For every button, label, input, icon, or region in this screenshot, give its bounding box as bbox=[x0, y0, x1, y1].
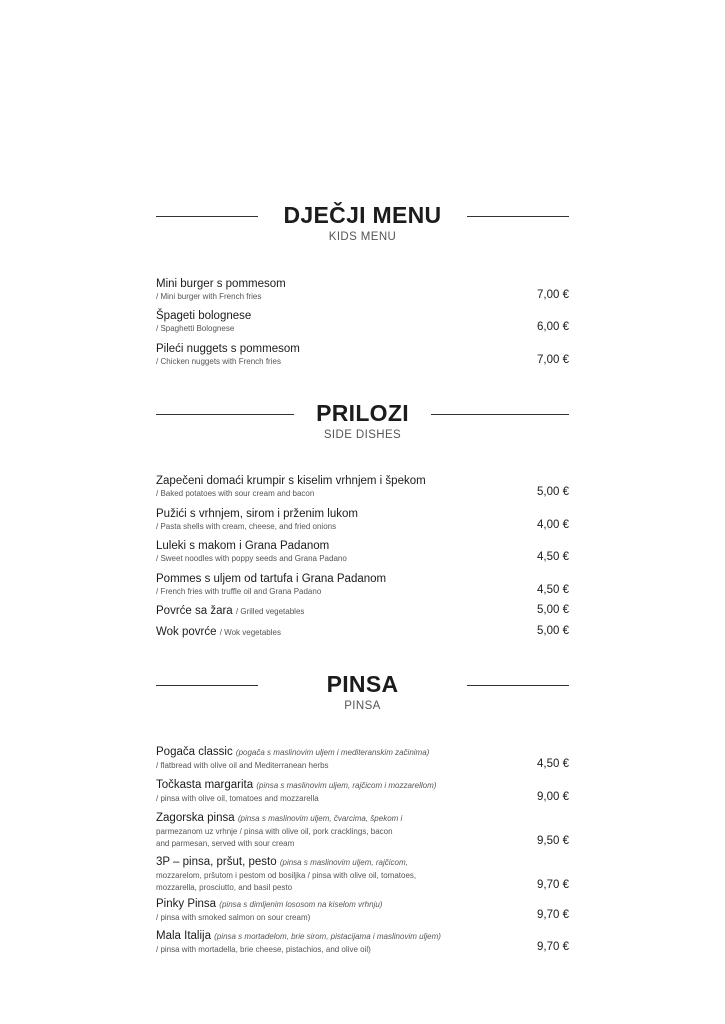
kids-section-subtitle: KIDS MENU bbox=[328, 231, 397, 243]
item-name: Pommes s uljem od tartufa i Grana Padanom bbox=[156, 573, 387, 585]
item-description-cont: mozzarelom, pršutom i pestom od bosiljka bbox=[156, 871, 306, 880]
item-name-line bbox=[156, 855, 569, 870]
menu-item bbox=[156, 897, 569, 924]
item-price: 4,50 € bbox=[537, 584, 569, 596]
menu-item bbox=[156, 342, 569, 368]
item-english: / pinsa with olive oil, pork cracklings, bacon bbox=[239, 827, 393, 836]
kids-section-title: DJEČJI MENU bbox=[283, 202, 442, 228]
item-price: 9,00 € bbox=[537, 791, 569, 803]
item-english: / flatbread with olive oil and Mediterranean herbs bbox=[156, 761, 329, 770]
menu-item bbox=[156, 855, 569, 893]
sides-section-title: PRILOZI bbox=[316, 400, 409, 426]
item-description-cont: parmezanom uz vrhnje bbox=[156, 827, 238, 836]
item-price: 4,50 € bbox=[537, 551, 569, 563]
item-price: 5,00 € bbox=[537, 625, 569, 637]
item-name-line bbox=[156, 778, 569, 793]
item-name: Povrće sa žara bbox=[156, 605, 233, 617]
item-english: / French fries with truffle oil and Grana Padano bbox=[156, 587, 322, 596]
item-name: Točkasta margarita bbox=[156, 779, 254, 791]
item-english: / Wok vegetables bbox=[219, 628, 281, 637]
item-name-line bbox=[156, 604, 569, 619]
menu-item bbox=[156, 539, 569, 565]
item-english: / Baked potatoes with sour cream and bacon bbox=[156, 489, 315, 498]
item-english: / Spaghetti Bolognese bbox=[156, 324, 235, 333]
item-name: Pužići s vrhnjem, sirom i prženim lukom bbox=[156, 508, 358, 520]
item-name: Pileći nuggets s pommesom bbox=[156, 343, 300, 355]
menu-item bbox=[156, 474, 569, 500]
sides-section-subtitle: SIDE DISHES bbox=[323, 429, 402, 441]
menu-item bbox=[156, 929, 569, 956]
item-name: 3P – pinsa, pršut, pesto bbox=[156, 856, 277, 868]
item-name-line bbox=[156, 929, 569, 944]
item-english-cont: mozzarella, prosciutto, and basil pesto bbox=[156, 882, 293, 892]
item-price: 6,00 € bbox=[537, 321, 569, 333]
item-price: 5,00 € bbox=[537, 604, 569, 616]
item-description: (pinsa s maslinovim uljem, čvarcima, špekom i bbox=[237, 814, 403, 823]
item-english: / pinsa with olive oil, tomatoes and mozzarella bbox=[156, 794, 319, 803]
item-description: (pogača s maslinovim uljem i mediteranskim začinima) bbox=[235, 748, 430, 757]
item-english-cont: and parmesan, served with sour cream bbox=[156, 838, 295, 848]
item-name: Mini burger s pommesom bbox=[156, 278, 286, 290]
item-price: 9,70 € bbox=[537, 941, 569, 953]
item-price: 9,70 € bbox=[537, 879, 569, 891]
item-name-line bbox=[156, 811, 569, 826]
item-name: Zapečeni domaći krumpir s kiselim vrhnjem i špekom bbox=[156, 475, 426, 487]
item-name-line bbox=[156, 745, 569, 760]
item-english: / Chicken nuggets with French fries bbox=[156, 357, 281, 366]
menu-item bbox=[156, 604, 569, 619]
item-name: Pinky Pinsa bbox=[156, 898, 217, 910]
item-description: (pinsa s dimljenim lososom na kiselom vrhnju) bbox=[219, 900, 383, 909]
pinsa-section-subtitle: PINSA bbox=[344, 700, 381, 712]
item-name-line bbox=[156, 625, 569, 640]
item-name: Mala Italija bbox=[156, 930, 211, 942]
item-english: / pinsa with olive oil, tomatoes, bbox=[307, 871, 417, 880]
item-price: 7,00 € bbox=[537, 354, 569, 366]
item-price: 4,00 € bbox=[537, 519, 569, 531]
item-english: / Sweet noodles with poppy seeds and Grana Padano bbox=[156, 554, 347, 563]
menu-item bbox=[156, 572, 569, 598]
item-price: 4,50 € bbox=[537, 758, 569, 770]
item-name: Zagorska pinsa bbox=[156, 812, 235, 824]
item-english: / pinsa with smoked salmon on sour cream) bbox=[156, 913, 311, 922]
item-english-line bbox=[156, 870, 569, 882]
item-name: Wok povrće bbox=[156, 626, 217, 638]
item-price: 7,00 € bbox=[537, 289, 569, 301]
item-name: Špageti bolognese bbox=[156, 310, 252, 322]
item-price: 9,70 € bbox=[537, 909, 569, 921]
item-name-line bbox=[156, 897, 569, 912]
item-english-line bbox=[156, 826, 569, 838]
pinsa-section-title: PINSA bbox=[326, 671, 399, 697]
menu-item bbox=[156, 277, 569, 303]
item-english: / pinsa with mortadella, brie cheese, pistachios, and olive oil) bbox=[156, 945, 371, 954]
item-name: Luleki s makom i Grana Padanom bbox=[156, 540, 330, 552]
menu-item bbox=[156, 745, 569, 772]
menu-item bbox=[156, 507, 569, 533]
item-name: Pogača classic bbox=[156, 746, 233, 758]
item-english: / Grilled vegetables bbox=[235, 607, 305, 616]
item-description: (pinsa s maslinovim uljem, rajčicom, bbox=[279, 858, 408, 867]
menu-item bbox=[156, 625, 569, 640]
item-price: 9,50 € bbox=[537, 835, 569, 847]
item-description: (pinsa s maslinovim uljem, rajčicom i mozzarellom) bbox=[256, 781, 437, 790]
item-english: / Mini burger with French fries bbox=[156, 292, 262, 301]
menu-item bbox=[156, 778, 569, 805]
item-description: (pinsa s mortadelom, brie sirom, pistacijama i maslinovim uljem) bbox=[214, 932, 441, 941]
item-price: 5,00 € bbox=[537, 486, 569, 498]
item-english: / Pasta shells with cream, cheese, and fried onions bbox=[156, 522, 337, 531]
menu-item bbox=[156, 309, 569, 335]
menu-item bbox=[156, 811, 569, 849]
